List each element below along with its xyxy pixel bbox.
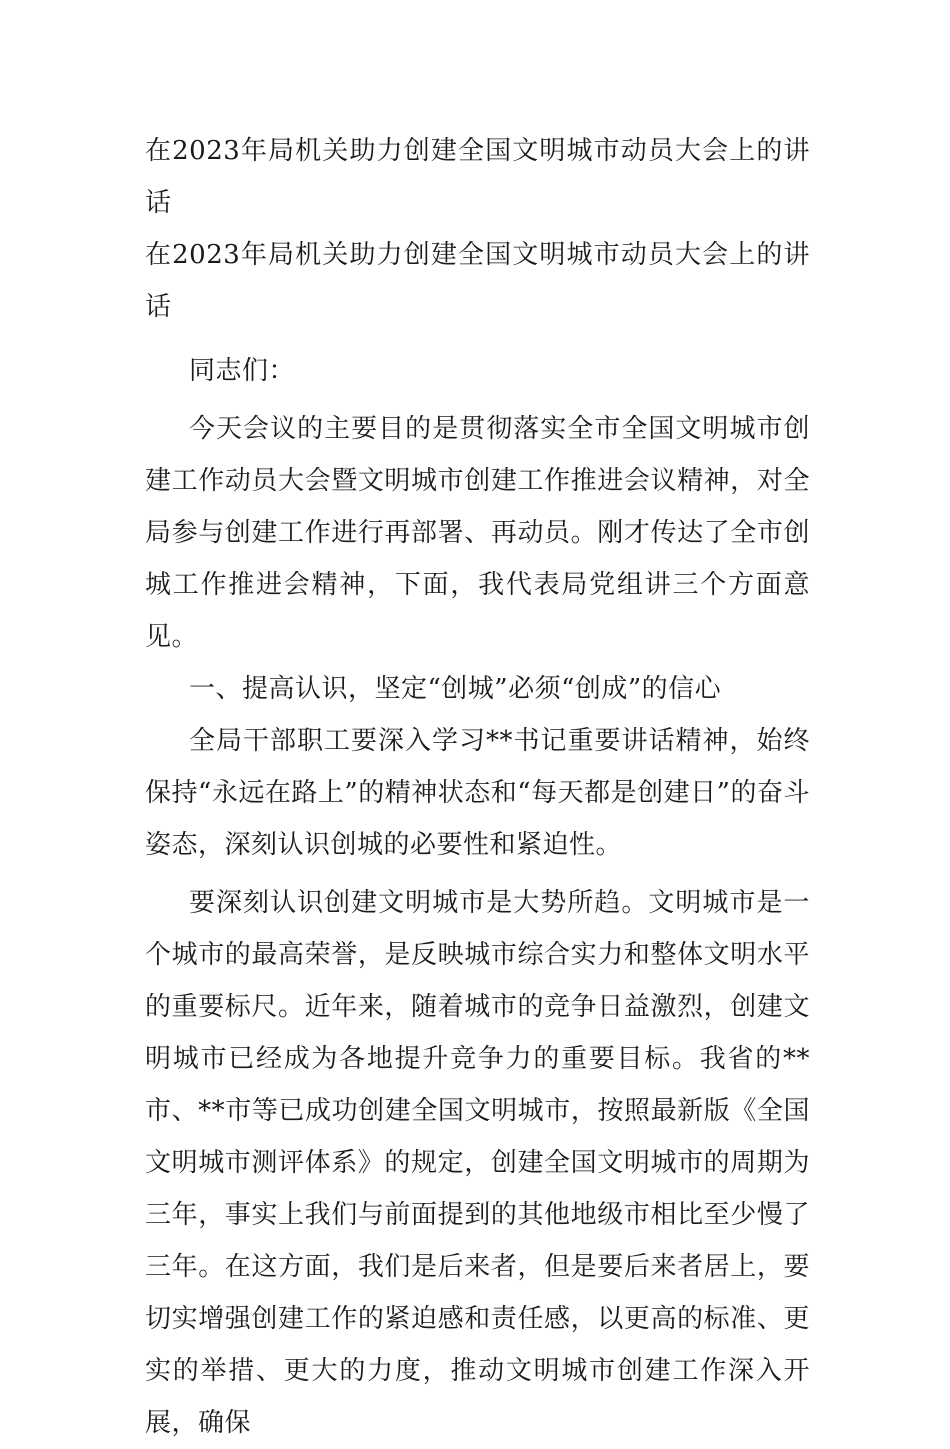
section-heading-1: 一、提高认识，坚定“创城”必须“创成”的信心 bbox=[189, 674, 722, 704]
document-body bbox=[145, 125, 810, 1449]
paragraph-3: 要深刻认识创建文明城市是大势所趋。文明城市是一个城市的最高荣誉，是反映城市综合实力和整体文明水平的重要标尺。近年来，随着城市的竞争日益激烈，创建文明城市已经成为各地提升竞争力的重要目标。我省的**市、**市等已成功创建全国文明城市，按照最新版《全国文明城市测评体系》的规定，创建全国文明城市的周期为三年，事实上我们与前面提到的其他地级市相比至少慢了三年。在这方面，我们是后来者，但是要后来者居上，要切实增强创建工作的紧迫感和责任感，以更高的标准、更实的举措、更大的力度，推动文明城市创建工作深入开展，确保 bbox=[145, 888, 810, 1438]
document-title: 在2023年局机关助力创建全国文明城市动员大会上的讲话 bbox=[145, 136, 810, 218]
document-subtitle: 在2023年局机关助力创建全国文明城市动员大会上的讲话 bbox=[145, 240, 810, 322]
paragraph-2: 全局干部职工要深入学习**书记重要讲话精神，始终保持“永远在路上”的精神状态和“每天都是创建日”的奋斗姿态，深刻认识创城的必要性和紧迫性。 bbox=[145, 726, 810, 860]
paragraph-1: 今天会议的主要目的是贯彻落实全市全国文明城市创建工作动员大会暨文明城市创建工作推进会议精神，对全局参与创建工作进行再部署、再动员。刚才传达了全市创城工作推进会精神，下面，我代表局党组讲三个方面意见。 bbox=[145, 414, 810, 652]
greeting: 同志们： bbox=[189, 356, 296, 386]
